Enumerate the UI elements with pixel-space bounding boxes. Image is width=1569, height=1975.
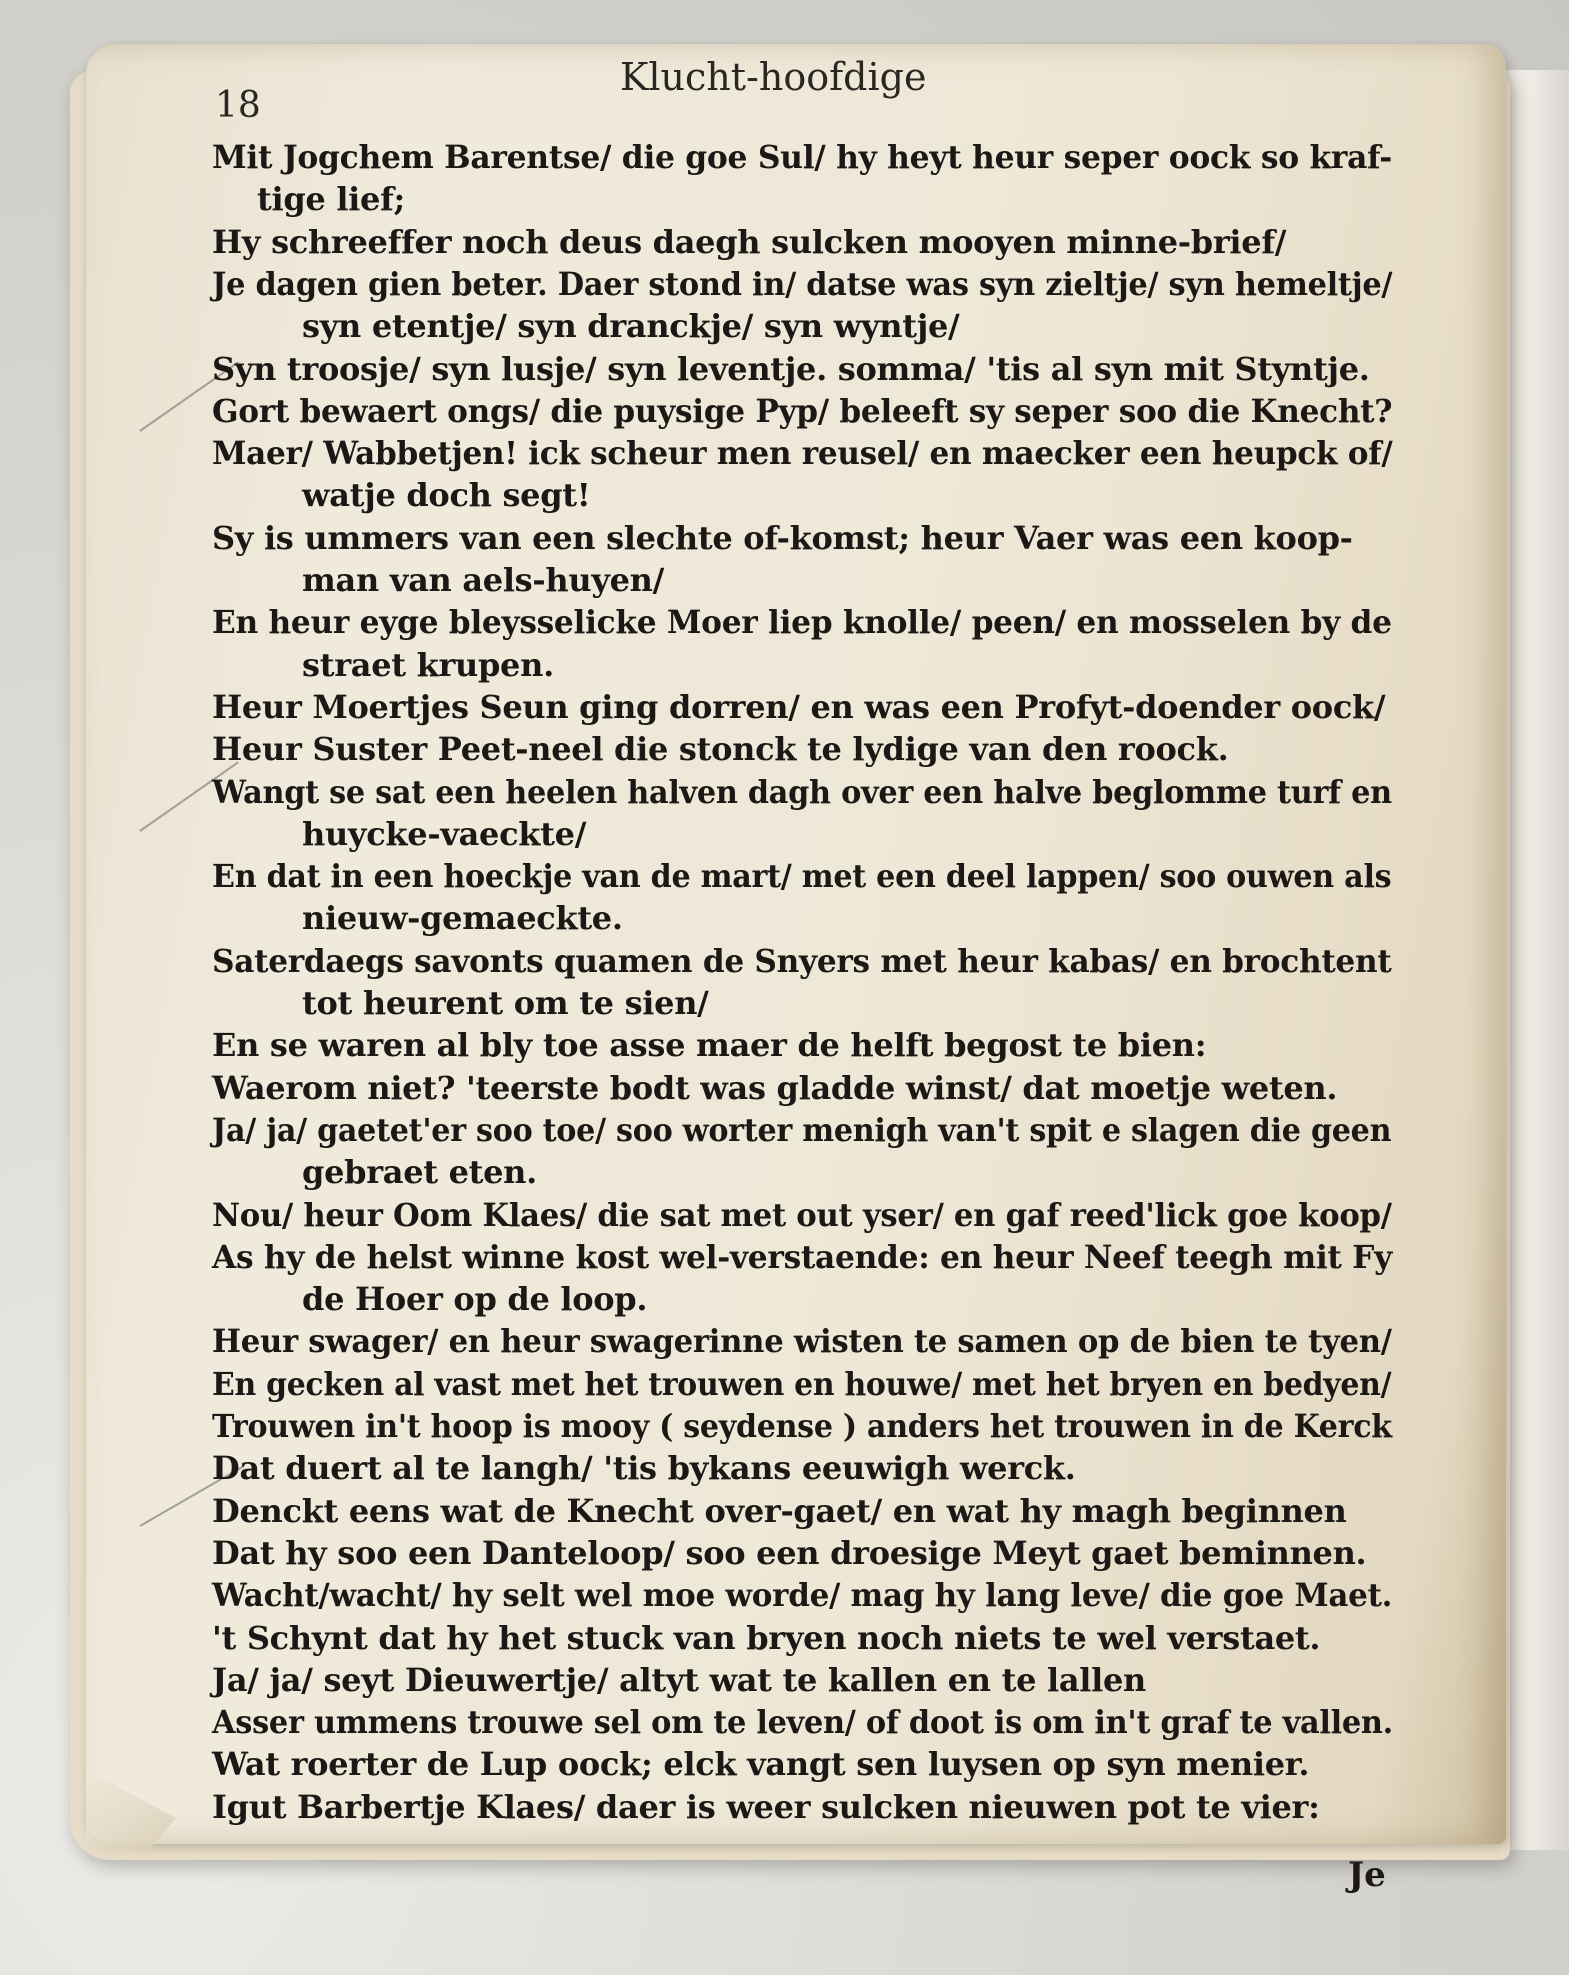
text-line: En heur eyge bleysselicke Moer liep knolle/ peen/ en mosselen by de (212, 603, 1392, 642)
text-line: Trouwen in't hoop is mooy ( seydense ) anders het trouwen in de Kerck (212, 1407, 1392, 1445)
text-line: Ja/ ja/ gaetet'er soo toe/ soo worter menigh van't spit e slagen die geen (212, 1110, 1392, 1149)
text-line: huycke-vaeckte/ (302, 814, 587, 853)
text-line: Heur Moertjes Seun ging dorren/ en was een Profyt-doender oock/ (212, 687, 1386, 726)
running-title: Klucht-hoofdige (620, 55, 927, 99)
text-line: Wacht/wacht/ hy selt wel moe worde/ mag hy lang leve/ die goe Maet. (212, 1576, 1393, 1615)
text-line: Sy is ummers van een slechte of-komst; heur Vaer was een koop- (212, 518, 1353, 557)
text-line: Gort bewaert ongs/ die puysige Pyp/ beleeft sy seper soo die Knecht? (212, 391, 1393, 430)
text-line: 't Schynt dat hy het stuck van bryen noch niets te wel verstaet. (212, 1618, 1321, 1657)
text-line: Saterdaegs savonts quamen de Snyers met heur kabas/ en brochtent (212, 941, 1392, 980)
text-line: nieuw-gemaeckte. (302, 899, 623, 938)
text-line: watje doch segt! (302, 476, 591, 515)
text-line: Asser ummens trouwe sel om te leven/ of doot is om in't graf te vallen. (212, 1703, 1393, 1742)
text-line: syn etentje/ syn dranckje/ syn wyntje/ (302, 307, 960, 346)
text-line: tot heurent om te sien/ (302, 984, 709, 1022)
text-line: gebraet eten. (302, 1153, 537, 1192)
text-line: Nou/ heur Oom Klaes/ die sat met out yser/ en gaf reed'lick goe koop/ (212, 1195, 1392, 1234)
text-line: Heur Suster Peet-neel die stonck te lydige van den roock. (212, 730, 1229, 769)
text-line: tige lief; (257, 180, 406, 219)
page-number: 18 (215, 85, 261, 126)
text-line: En se waren al bly toe asse maer de helft begost te bien: (212, 1026, 1207, 1065)
text-line: Heur swager/ en heur swagerinne wisten te samen op de bien te tyen/ (212, 1322, 1392, 1361)
text-line: Ja/ ja/ seyt Dieuwertje/ altyt wat te kallen en te lallen (212, 1660, 1147, 1699)
text-line: Dat duert al te langh/ 'tis bykans eeuwigh werck. (212, 1449, 1076, 1488)
text-line: Igut Barbertje Klaes/ daer is weer sulcken nieuwen pot te vier: (212, 1787, 1320, 1826)
text-line: Mit Jogchem Barentse/ die goe Sul/ hy heyt heur seper oock so kraf- (212, 138, 1392, 176)
text-line: de Hoer op de loop. (302, 1280, 648, 1319)
text-line: En gecken al vast met het trouwen en houwe/ met het bryen en bedyen/ (212, 1364, 1392, 1403)
text-line: Wangt se sat een heelen halven dagh over een halve beglomme turf en (212, 772, 1392, 811)
catchword: Je (1348, 1855, 1386, 1895)
text-line: Maer/ Wabbetjen! ick scheur men reusel/ en maecker een heupck of/ (212, 434, 1393, 473)
text-line: straet krupen. (302, 645, 554, 684)
text-line: man van aels-huyen/ (302, 561, 665, 599)
text-line: Dat hy soo een Danteloop/ soo een droesige Meyt gaet beminnen. (212, 1533, 1367, 1572)
text-line: Waerom niet? 'teerste bodt was gladde winst/ dat moetje weten. (212, 1068, 1338, 1107)
text-line: Je dagen gien beter. Daer stond in/ datse was syn zieltje/ syn hemeltje/ (212, 264, 1393, 303)
text-line: Hy schreeffer noch deus daegh sulcken mooyen minne-brief/ (212, 222, 1287, 261)
text-line: En dat in een hoeckje van de mart/ met een deel lappen/ soo ouwen als (212, 857, 1392, 896)
text-line: As hy de helst winne kost wel-verstaende: en heur Neef teegh mit Fy (212, 1237, 1392, 1276)
text-line: Denckt eens wat de Knecht over-gaet/ en wat hy magh beginnen (212, 1491, 1347, 1530)
text-line: Wat roerter de Lup oock; elck vangt sen luysen op syn menier. (212, 1745, 1310, 1784)
text-line: Syn troosje/ syn lusje/ syn leventje. somma/ 'tis al syn mit Styntje. (212, 349, 1370, 388)
